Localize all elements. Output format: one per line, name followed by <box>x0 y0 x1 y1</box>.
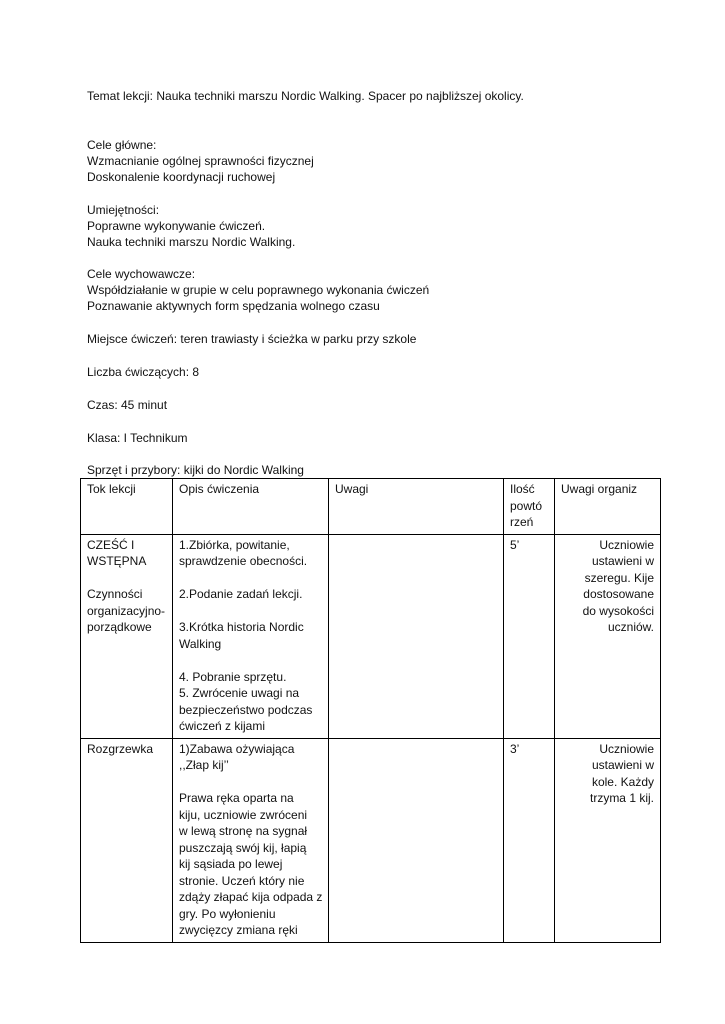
cell-text: Prawa ręka oparta na <box>179 791 294 805</box>
cell-text: gry. Po wyłonieniu <box>179 906 276 921</box>
place-line: Miejsce ćwiczeń: teren trawiasty i ścieżka w parku przy szkole <box>87 332 417 346</box>
cell-text: Uczniowie <box>599 537 654 552</box>
cell-ilosc <box>504 738 555 942</box>
main-goals-heading: Cele główne: <box>87 138 157 152</box>
header-label: Uwagi organiz <box>561 482 638 496</box>
cell-text: 5’ <box>510 537 520 552</box>
equipment-line: Sprzęt i przybory: kijki do Nordic Walking <box>87 463 304 477</box>
cell-text: 2.Podanie zadań lekcji. <box>179 587 303 601</box>
header-label: Ilość <box>510 482 535 496</box>
cell-text: bezpieczeństwo podczas <box>179 702 313 717</box>
class-line: Klasa: I Technikum <box>87 431 188 445</box>
cell-text: CZEŚĆ I <box>87 537 135 552</box>
header-tok <box>81 479 173 535</box>
cell-text: Walking <box>179 636 222 651</box>
header-label: Opis ćwiczenia <box>179 482 260 496</box>
cell-opis <box>173 738 329 942</box>
header-ilosc <box>504 479 555 535</box>
cell-text: kiju, uczniowie zwróceni <box>179 807 308 822</box>
header-label: rzeń <box>510 515 534 529</box>
cell-ilosc <box>504 534 555 738</box>
cell-text: sprawdzenie obecności. <box>179 554 308 568</box>
cell-text: stronie. Uczeń który nie <box>179 873 305 888</box>
cell-text: uczniów. <box>607 620 654 634</box>
cell-text: w lewą stronę na sygnał <box>179 824 308 838</box>
header-opis <box>173 479 329 535</box>
cell-text: 4. Pobranie sprzętu. <box>179 669 287 684</box>
cell-text: kole. Każdy <box>591 774 654 789</box>
cell-tok <box>81 534 173 738</box>
lesson-topic: Temat lekcji: Nauka techniki marszu Nordic Walking. Spacer po najbliższej okolicy. <box>87 89 524 103</box>
header-label: powtó <box>510 498 543 513</box>
cell-text: 3.Krótka historia Nordic <box>179 620 304 634</box>
skills-heading: Umiejętności: <box>87 203 160 217</box>
cell-text: ,,Złap kij’’ <box>179 758 229 772</box>
main-goal-item: Wzmacnianie ogólnej sprawności fizycznej <box>87 154 314 168</box>
lesson-plan-table <box>80 478 661 943</box>
cell-opis <box>173 534 329 738</box>
table-row <box>81 738 661 942</box>
cell-uwagi-org <box>555 738 661 942</box>
skill-item: Poprawne wykonywanie ćwiczeń. <box>87 219 266 233</box>
header-uwagi-org <box>555 479 661 535</box>
cell-text: szeregu. Kije <box>584 570 654 585</box>
cell-tok <box>81 738 173 942</box>
skill-item: Nauka techniki marszu Nordic Walking. <box>87 235 296 249</box>
main-goal-item: Doskonalenie koordynacji ruchowej <box>87 170 276 184</box>
cell-text: zdąży złapać kija odpada z <box>179 890 323 904</box>
cell-text: 3’ <box>510 741 520 756</box>
cell-text: do wysokości <box>582 603 654 618</box>
cell-text: dostosowane <box>583 587 654 601</box>
cell-text: organizacyjno- <box>87 603 166 618</box>
cell-uwagi <box>329 738 504 942</box>
header-label: Uwagi <box>335 482 369 496</box>
cell-text: Rozgrzewka <box>87 741 154 756</box>
cell-text: Uczniowie <box>599 741 654 756</box>
duration-line: Czas: 45 minut <box>87 398 168 412</box>
educational-goal-item: Współdziałanie w grupie w celu poprawnego wykonania ćwiczeń <box>87 283 430 297</box>
educational-goals-heading: Cele wychowawcze: <box>87 267 196 281</box>
cell-text: 1.Zbiórka, powitanie, <box>179 537 290 552</box>
cell-text: ustawieni w <box>591 758 654 772</box>
cell-text: 5. Zwrócenie uwagi na <box>179 686 300 700</box>
cell-text: ćwiczeń z kijami <box>179 719 266 733</box>
cell-text: puszczają swój kij, łapią <box>179 840 307 855</box>
cell-text: trzyma 1 kij. <box>589 791 654 805</box>
header-uwagi <box>329 479 504 535</box>
table-header-row <box>81 479 661 535</box>
header-label: Tok lekcji <box>87 482 136 496</box>
cell-text: porządkowe <box>87 620 152 634</box>
cell-text: ustawieni w <box>591 554 654 568</box>
cell-text: zwycięzcy zmiana ręki <box>179 923 298 937</box>
cell-text: 1)Zabawa ożywiająca <box>179 741 295 756</box>
cell-text: WSTĘPNA <box>87 554 147 568</box>
educational-goal-item: Poznawanie aktywnych form spędzania wolnego czasu <box>87 299 380 313</box>
cell-text: kij sąsiada po lewej <box>179 857 283 871</box>
table-row <box>81 534 661 738</box>
cell-uwagi <box>329 534 504 738</box>
participants-count: Liczba ćwiczących: 8 <box>87 365 200 379</box>
cell-text: Czynności <box>87 587 143 601</box>
cell-uwagi-org <box>555 534 661 738</box>
